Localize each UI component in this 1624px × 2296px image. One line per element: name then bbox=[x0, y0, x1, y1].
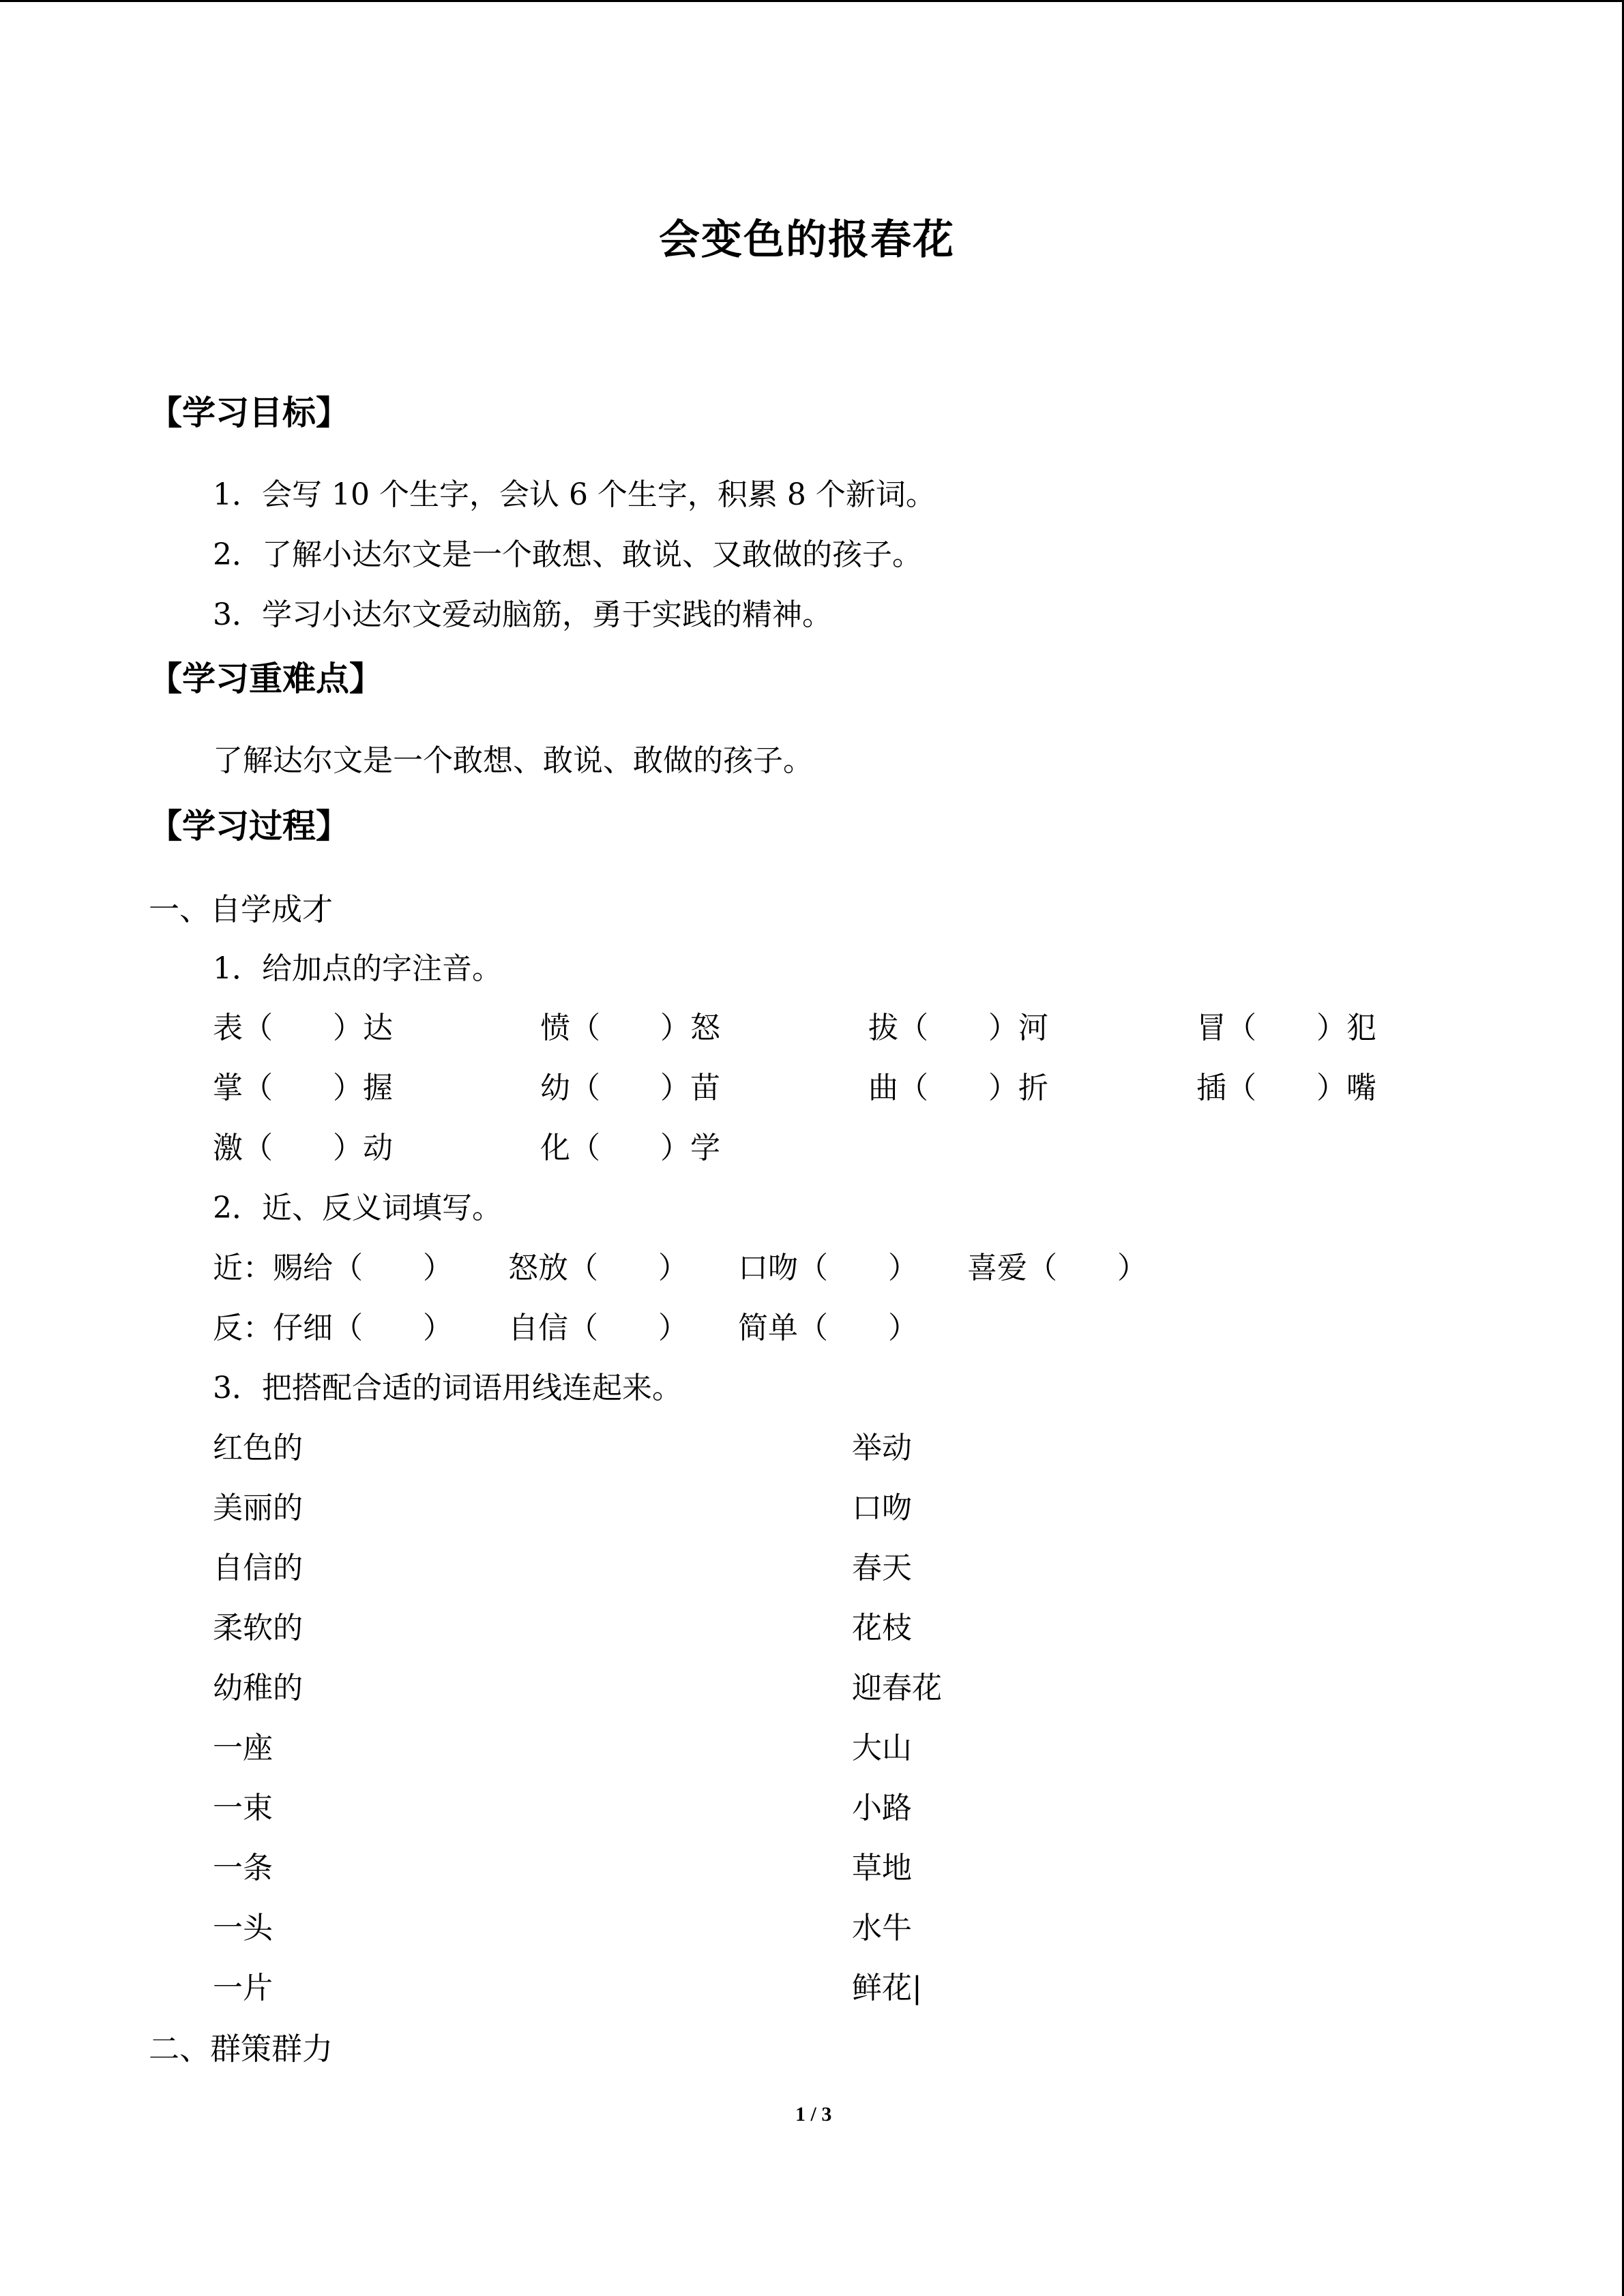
match-right-item: 举动 bbox=[852, 1431, 912, 1465]
synonym-item: 喜爱（ ） bbox=[967, 1251, 1147, 1285]
pinyin-item: 冒（ ）犯 bbox=[1196, 1011, 1376, 1045]
document-title: 会变色的报春花 bbox=[659, 216, 955, 264]
process-heading: 【学习过程】 bbox=[149, 807, 350, 846]
objective-item-2: 2．了解小达尔文是一个敢想、敢说、又敢做的孩子。 bbox=[213, 537, 922, 572]
q2-prompt: 2．近、反义词填写。 bbox=[213, 1191, 502, 1225]
pinyin-item: 拔（ ）河 bbox=[868, 1011, 1048, 1045]
match-left-item: 一条 bbox=[213, 1851, 273, 1885]
objectives-heading: 【学习目标】 bbox=[149, 393, 350, 432]
match-right-item: 春天 bbox=[852, 1551, 912, 1585]
pinyin-item: 曲（ ）折 bbox=[868, 1071, 1048, 1105]
part2-title: 二、群策群力 bbox=[149, 2031, 334, 2067]
match-right-item: 小路 bbox=[852, 1791, 912, 1825]
key-points-heading: 【学习重难点】 bbox=[149, 659, 383, 698]
match-right-item: 迎春花 bbox=[852, 1671, 942, 1705]
antonym-item: 简单（ ） bbox=[738, 1311, 918, 1345]
key-points-text: 了解达尔文是一个敢想、敢说、敢做的孩子。 bbox=[213, 743, 813, 778]
match-right-item: 花枝 bbox=[852, 1611, 912, 1645]
page-number: 1 / 3 bbox=[795, 2103, 832, 2126]
pinyin-item: 插（ ）嘴 bbox=[1196, 1071, 1376, 1105]
pinyin-item: 化（ ）学 bbox=[540, 1131, 720, 1165]
match-left-item: 柔软的 bbox=[213, 1611, 303, 1645]
near-prefix: 近： bbox=[213, 1251, 273, 1285]
antonym-item: 自信（ ） bbox=[508, 1311, 688, 1345]
q1-prompt: 1．给加点的字注音。 bbox=[213, 951, 502, 986]
match-right-item: 鲜花| bbox=[852, 1971, 922, 2006]
pinyin-item: 幼（ ）苗 bbox=[540, 1071, 720, 1105]
pinyin-item: 掌（ ）握 bbox=[213, 1071, 393, 1105]
synonym-item: 赐给（ ） bbox=[273, 1251, 453, 1285]
objective-item-1: 1．会写 10 个生字，会认 6 个生字，积累 8 个新词。 bbox=[213, 477, 936, 512]
match-left-item: 一片 bbox=[213, 1971, 273, 2006]
pinyin-item: 愤（ ）怒 bbox=[540, 1011, 720, 1045]
match-left-item: 一头 bbox=[213, 1911, 273, 1945]
pinyin-item: 表（ ）达 bbox=[213, 1011, 393, 1045]
anti-prefix: 反： bbox=[213, 1311, 273, 1345]
antonym-item: 仔细（ ） bbox=[273, 1311, 453, 1345]
match-left-item: 一束 bbox=[213, 1791, 273, 1825]
synonym-item: 怒放（ ） bbox=[508, 1251, 688, 1285]
match-left-item: 一座 bbox=[213, 1731, 273, 1765]
part1-title: 一、自学成才 bbox=[149, 891, 334, 927]
match-right-item: 水牛 bbox=[852, 1911, 912, 1945]
objective-item-3: 3．学习小达尔文爱动脑筋，勇于实践的精神。 bbox=[213, 597, 832, 632]
match-left-item: 美丽的 bbox=[213, 1491, 303, 1525]
match-right-item: 大山 bbox=[852, 1731, 912, 1765]
match-right-item: 草地 bbox=[852, 1851, 912, 1885]
match-right-item: 口吻 bbox=[852, 1491, 912, 1525]
match-left-item: 红色的 bbox=[213, 1431, 303, 1465]
page-top-border bbox=[0, 0, 1624, 2]
match-left-item: 自信的 bbox=[213, 1551, 303, 1585]
q3-prompt: 3．把搭配合适的词语用线连起来。 bbox=[213, 1371, 682, 1405]
match-left-item: 幼稚的 bbox=[213, 1671, 303, 1705]
synonym-item: 口吻（ ） bbox=[738, 1251, 918, 1285]
pinyin-item: 激（ ）动 bbox=[213, 1131, 393, 1165]
